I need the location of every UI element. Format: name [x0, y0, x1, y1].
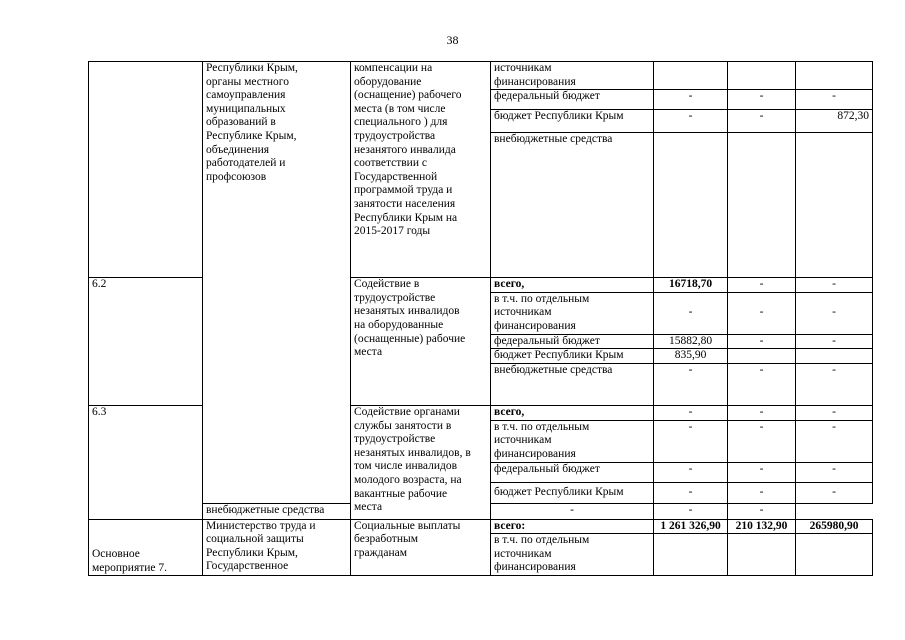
- value-cell: -: [728, 462, 796, 482]
- budget-table: [88, 61, 873, 576]
- value-cell: -: [728, 405, 796, 420]
- value-cell: [728, 349, 796, 364]
- source-cell: внебюджетные средства: [491, 363, 654, 405]
- value-cell: -: [654, 462, 728, 482]
- source-cell: внебюджетные средства: [203, 503, 351, 519]
- source-cell: всего,: [491, 405, 654, 420]
- description-cell: компенсации на оборудование (оснащение) рабочего места (в том числе специального ) для трудоустройства незанятого инвалида соответствии с Государственной программой труда и занятости населения Республики Крым на 2015-2017 годы: [351, 62, 491, 278]
- source-cell: бюджет Республики Крым: [491, 349, 654, 364]
- value-cell: 16718,70: [654, 278, 728, 293]
- number-cell: [89, 62, 203, 278]
- value-cell: [796, 133, 873, 278]
- description-cell: Содействие в трудоустройстве незанятых инвалидов на оборудованные (оснащенные) рабочие места: [351, 278, 491, 406]
- source-cell: в т.ч. по отдельным источникам финансирования: [491, 292, 654, 334]
- value-cell: -: [796, 420, 873, 462]
- value-cell: -: [728, 363, 796, 405]
- value-cell: 210 132,90: [728, 519, 796, 534]
- value-cell: -: [654, 90, 728, 110]
- value-cell: -: [728, 278, 796, 293]
- value-cell: -: [796, 363, 873, 405]
- value-cell: -: [654, 482, 728, 503]
- source-cell: в т.ч. по отдельным источникам финансирования: [491, 534, 654, 576]
- value-cell: -: [728, 334, 796, 349]
- value-cell: 835,90: [654, 349, 728, 364]
- source-cell: внебюджетные средства: [491, 133, 654, 278]
- value-cell: [796, 349, 873, 364]
- value-cell: -: [654, 405, 728, 420]
- value-cell: [654, 133, 728, 278]
- source-cell: федеральный бюджет: [491, 90, 654, 110]
- value-cell: -: [796, 292, 873, 334]
- source-cell: бюджет Республики Крым: [491, 110, 654, 133]
- description-cell: Содействие органами службы занятости в трудоустройстве незанятых инвалидов, в том числе инвалидов молодого возраста, на вакантные рабочие места: [351, 405, 491, 519]
- value-cell: -: [491, 503, 654, 519]
- source-cell: всего:: [491, 519, 654, 534]
- value-cell: -: [728, 90, 796, 110]
- value-cell: [796, 534, 873, 576]
- value-cell: [654, 534, 728, 576]
- value-cell: 1 261 326,90: [654, 519, 728, 534]
- responsible-cell: Министерство труда и социальной защиты Республики Крым, Государственное: [203, 519, 351, 576]
- value-cell: 872,30: [796, 110, 873, 133]
- table-row: [89, 519, 873, 534]
- source-cell: в т.ч. по отдельным источникам финансирования: [491, 420, 654, 462]
- value-cell: -: [728, 420, 796, 462]
- value-cell: -: [654, 363, 728, 405]
- number-cell: Основное мероприятие 7.: [89, 519, 203, 576]
- number-cell: 6.2: [89, 278, 203, 406]
- number-cell: 6.3: [89, 405, 203, 519]
- value-cell: [728, 534, 796, 576]
- source-cell: федеральный бюджет: [491, 462, 654, 482]
- value-cell: [654, 62, 728, 90]
- value-cell: 265980,90: [796, 519, 873, 534]
- value-cell: -: [796, 278, 873, 293]
- value-cell: [728, 62, 796, 90]
- value-cell: 15882,80: [654, 334, 728, 349]
- source-cell: федеральный бюджет: [491, 334, 654, 349]
- value-cell: -: [728, 482, 796, 503]
- table-row: [89, 62, 873, 90]
- page-number: 38: [446, 33, 459, 47]
- value-cell: -: [796, 90, 873, 110]
- responsible-cell: Республики Крым, органы местного самоуправления муниципальных образований в Республике Крым, объединения работодателей и профсоюзов: [203, 62, 351, 504]
- value-cell: -: [728, 292, 796, 334]
- value-cell: -: [654, 110, 728, 133]
- value-cell: -: [654, 420, 728, 462]
- source-cell: бюджет Республики Крым: [491, 482, 654, 503]
- source-cell: источникам финансирования: [491, 62, 654, 90]
- source-cell: всего,: [491, 278, 654, 293]
- value-cell: -: [796, 462, 873, 482]
- value-cell: -: [654, 292, 728, 334]
- value-cell: -: [796, 482, 873, 503]
- value-cell: -: [796, 334, 873, 349]
- value-cell: [796, 62, 873, 90]
- value-cell: -: [796, 405, 873, 420]
- value-cell: [728, 133, 796, 278]
- value-cell: -: [728, 503, 796, 519]
- value-cell: -: [654, 503, 728, 519]
- description-cell: Социальные выплаты безработным гражданам: [351, 519, 491, 576]
- value-cell: -: [728, 110, 796, 133]
